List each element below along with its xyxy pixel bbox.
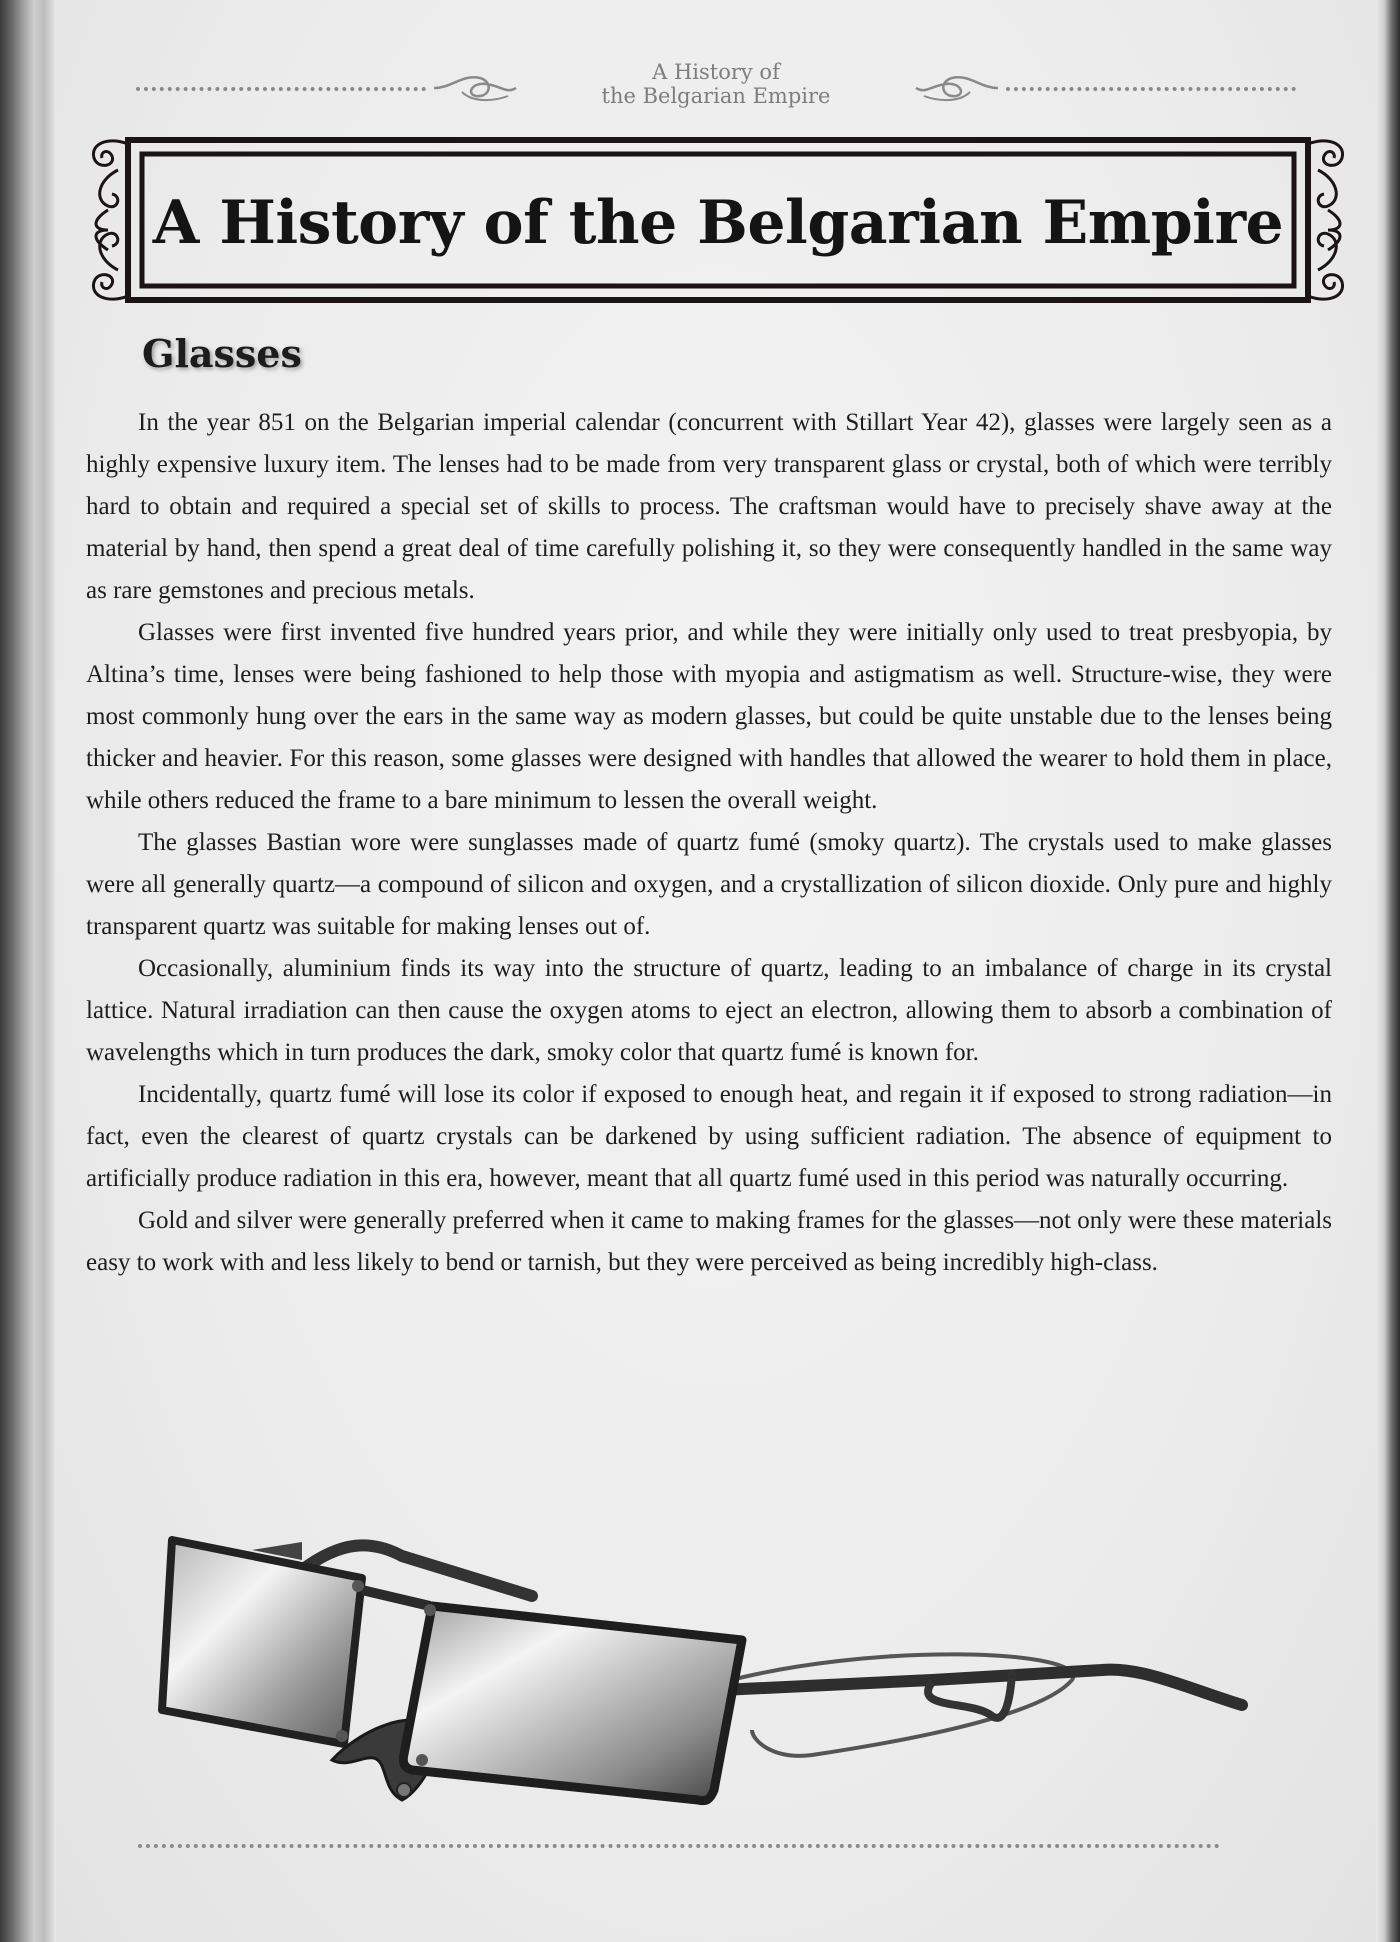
dotted-rule-right — [1006, 87, 1296, 91]
running-head-text — [536, 60, 896, 108]
page-edge — [1376, 0, 1400, 1942]
paragraph-1: In the year 851 on the Belgarian imperial calendar (concurrent with Stillart Year 42), glasses were largely seen as a highly expensive luxury item. The lenses had to be made from very transparent glass or crystal, both of which were terribly hard to obtain and required a special set of skills to process. The craftsman would have to precisely shave away at the material by hand, then spend a great deal of time carefully polishing it, so they were consequently handled in the same way as rare gemstones and precious metals. — [86, 409, 1332, 604]
sunglasses-illustration-icon — [112, 1500, 1342, 1840]
paragraph-5: Incidentally, quartz fumé will lose its color if exposed to enough heat, and regain it if exposed to strong radiation—in fact, even the clearest of quartz crystals can be darkened by using sufficient radiation. The absence of equipment to artificially produce radiation in this era, however, meant that all quartz fumé used in this period was naturally occurring. — [86, 1081, 1332, 1192]
paper — [56, 0, 1376, 1942]
paragraph-2: Glasses were first invented five hundred years prior, and while they were initially only used to treat presbyopia, by Altina’s time, lenses were being fashioned to help those with myopia and astigmatism as well. Structure-wise, they were most commonly hung over the ears in the same way as modern glasses, but could be quite unstable due to the lenses being thicker and heavier. For this reason, some glasses were designed with handles that allowed the wearer to hold them in place, while others reduced the frame to a bare minimum to lessen the overall weight. — [86, 619, 1332, 814]
running-head — [136, 60, 1296, 116]
title-frame — [78, 130, 1358, 310]
body-text — [86, 402, 1332, 1284]
paragraph-6: Gold and silver were generally preferred when it came to making frames for the glasses—not only were these materials easy to work with and less likely to bend or tarnish, but they were perceived as being incredibly high-class. — [86, 1207, 1333, 1276]
flourish-right-icon — [914, 68, 1000, 108]
paragraph-3: The glasses Bastian wore were sunglasses made of quartz fumé (smoky quartz). The crystals used to make glasses were all generally quartz—a compound of silicon and oxygen, and a crystallization of silicon dioxide. Only pure and highly transparent quartz was suitable for making lenses out of. — [86, 829, 1332, 940]
running-head-line2: the Belgarian Empire — [601, 84, 831, 108]
dotted-rule-left — [136, 87, 426, 91]
flourish-left-icon — [432, 68, 518, 108]
paragraph-4: Occasionally, aluminium finds its way into the structure of quartz, leading to an imbalance of charge in its crystal lattice. Natural irradiation can then cause the oxygen atoms to eject an electron, allowing them to absorb a combination of wavelengths which in turn produces the dark, smoky color that quartz fumé is known for. — [86, 955, 1332, 1066]
section-heading: Glasses — [142, 331, 302, 376]
running-head-line1: A History of — [652, 60, 780, 84]
bottom-dotted-rule — [138, 1844, 1220, 1848]
book-spine — [0, 0, 56, 1942]
page-title: A History of the Belgarian Empire — [152, 188, 1284, 258]
